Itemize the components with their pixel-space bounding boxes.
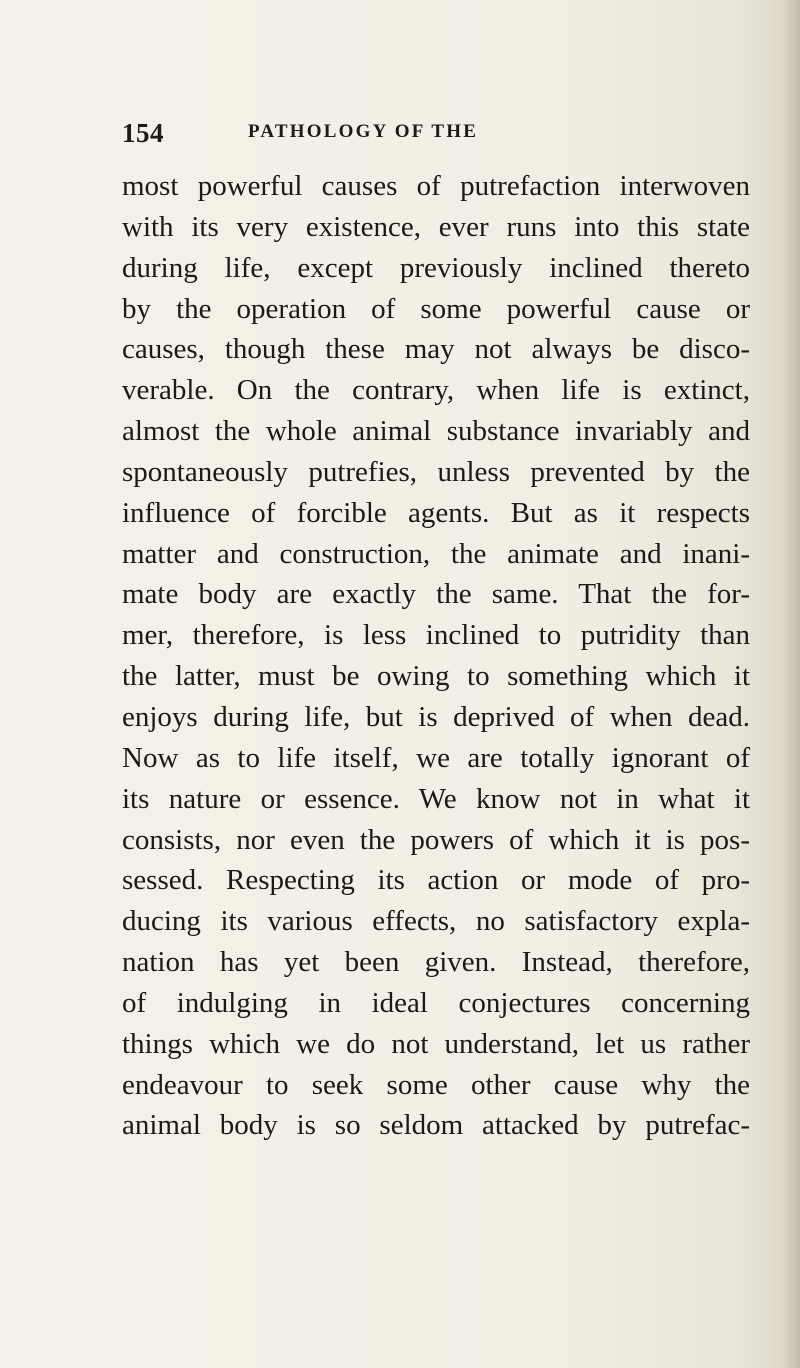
text-line: mer, therefore, is less inclined to putridity than	[122, 619, 750, 652]
text-line: animal body is so seldom attacked by putrefac-	[122, 1109, 750, 1142]
text-line: the latter, must be owing to something which it	[122, 660, 750, 693]
text-line: causes, though these may not always be disco-	[122, 333, 750, 366]
text-line: ducing its various effects, no satisfactory expla-	[122, 905, 750, 938]
text-line: nation has yet been given. Instead, therefore,	[122, 946, 750, 979]
text-line: sessed. Respecting its action or mode of pro-	[122, 864, 750, 897]
text-line: spontaneously putrefies, unless prevented by the	[122, 455, 750, 488]
text-line: enjoys during life, but is deprived of when dead.	[122, 700, 750, 733]
text-line: Now as to life itself, we are totally ignorant of	[122, 741, 750, 774]
text-line: verable. On the contrary, when life is extinct,	[122, 374, 750, 407]
text-line: influence of forcible agents. But as it respects	[122, 496, 750, 529]
text-line: matter and construction, the animate and inani-	[122, 537, 750, 570]
text-line: things which we do not understand, let us rather	[122, 1027, 750, 1060]
page-number: 154	[122, 118, 164, 148]
text-line: almost the whole animal substance invariably and	[122, 415, 750, 448]
text-line: with its very existence, ever runs into this state	[122, 210, 750, 243]
text-line: most powerful causes of putrefaction interwoven	[122, 170, 750, 202]
text-line: endeavour to seek some other cause why the	[122, 1068, 750, 1101]
page-header	[122, 118, 652, 148]
body-text	[122, 166, 750, 1146]
text-line: by the operation of some powerful cause or	[122, 292, 750, 325]
text-line: consists, nor even the powers of which it is pos-	[122, 823, 750, 856]
text-line: of indulging in ideal conjectures concerning	[122, 986, 750, 1019]
text-line: during life, except previously inclined thereto	[122, 251, 750, 284]
running-head: PATHOLOGY OF THE	[248, 121, 479, 142]
page-edge-shadow	[782, 0, 800, 1368]
text-line: its nature or essence. We know not in what it	[122, 782, 750, 815]
text-line: mate body are exactly the same. That the for-	[122, 578, 750, 611]
